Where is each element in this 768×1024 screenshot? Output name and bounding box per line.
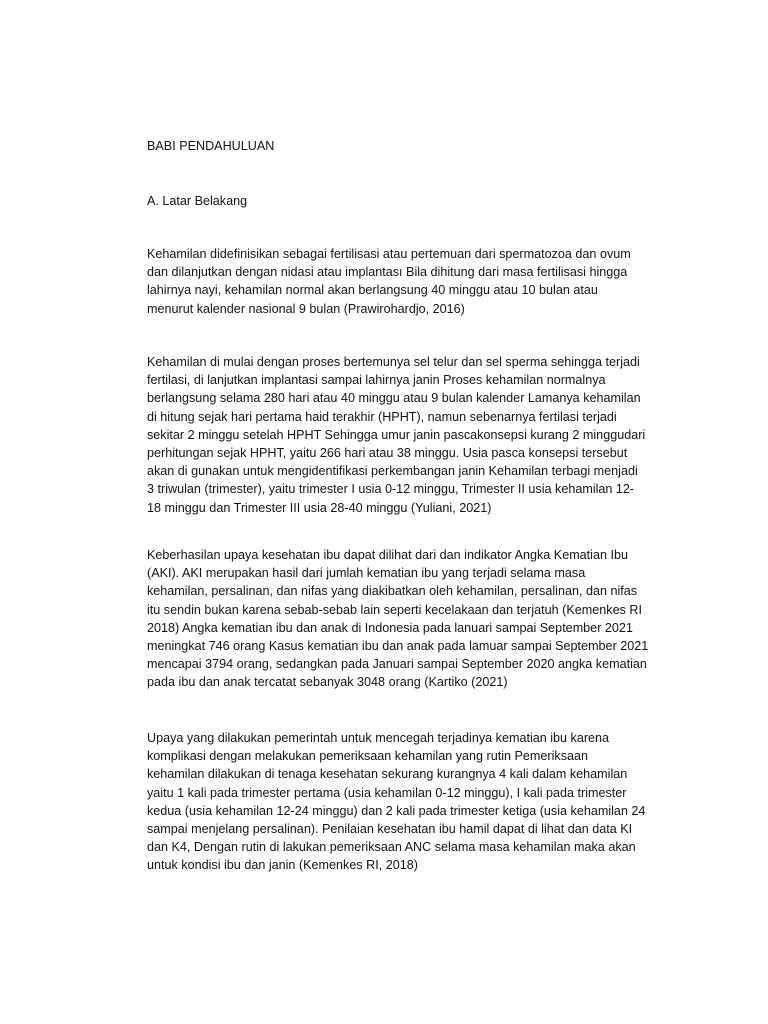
paragraph-line: perhitungan sejak HPHT, yaitu 266 hari atau 38 minggu. Usia pasca konsepsi tersebut xyxy=(147,446,628,461)
paragraph-line: dan K4, Dengan rutin di lakukan pemeriksaan ANC selama masa kehamilan maka akan xyxy=(147,840,636,855)
paragraph-line: untuk kondisi ibu dan janin (Kemenkes RI, 2018) xyxy=(147,858,418,873)
paragraph-line: kehamilan dilakukan di tenaga kesehatan sekurang kurangnya 4 kali dalam kehamilan xyxy=(147,767,628,782)
paragraph-line: meningkat 746 orang Kasus kematian ibu dan anak pada lamuar sampai September 2021 xyxy=(147,639,649,654)
paragraph-line: Kehamilan didefinisikan sebagai fertilisasi atau pertemuan dari spermatozoa dan ovum xyxy=(147,247,631,261)
paragraph-line: kehamilan, persalinan, dan nifas yang diakibatkan oleh kehamilan, persalinan, dan nifas xyxy=(147,584,638,599)
paragraph-line: 18 minggu dan Trimester III usia 28-40 minggu (Yuliani, 2021) xyxy=(147,500,492,515)
paragraph-line: akan di gunakan untuk mengidentifikasi perkembangan janin Kehamilan terbagi menjadi xyxy=(147,464,638,479)
paragraph-line: 3 triwulan (trimester), yaitu trimester I usia 0-12 minggu, Trimester II usia kehamilan 12- xyxy=(147,482,635,497)
paragraph-line: menurut kalender nasional 9 bulan (Prawirohardjo, 2016) xyxy=(147,301,465,316)
paragraph-line: (AKI). AKI merupakan hasil dari jumlah kematian ibu yang terjadi selama masa xyxy=(147,566,586,581)
paragraph-line: dan dilanjutkan dengan nidasi atau implantası Bila dihitung dari masa fertilisasi hingga xyxy=(147,265,628,280)
paragraph-line: kedua (usia kehamilan 12-24 minggu) dan 2 kali pada trimester ketiga (usia kehamilan 24 xyxy=(147,803,646,818)
paragraph-line: berlangsung selama 280 hari atau 40 minggu atau 9 bulan kalender Lamanya kehamilan xyxy=(147,391,641,406)
paragraph-line: pada ibu dan anak tercatat sebanyak 3048 orang (Kartiko (2021) xyxy=(147,675,508,690)
paragraph-4 xyxy=(147,729,667,875)
paragraph-2 xyxy=(147,353,667,517)
section-heading: A. Latar Belakang xyxy=(147,194,248,208)
chapter-heading: BABI PENDAHULUAN xyxy=(147,139,275,153)
paragraph-line: Keberhasilan upaya kesehatan ibu dapat dilihat dari dan indikator Angka Kematian Ibu xyxy=(147,548,628,562)
paragraph-line: lahirnya nayi, kehamilan normal akan berlangsung 40 minggu atau 10 bulan atau xyxy=(147,283,598,298)
paragraph-line: mencapai 3794 orang, sedangkan pada Januari sampai September 2020 angka kematian xyxy=(147,657,647,672)
paragraph-line: sekitar 2 minggu setelah HPHT Sehingga umur janin pascakonsepsi kurang 2 minggudari xyxy=(147,427,646,442)
paragraph-line: di hitung sejak hari pertama haid terakhir (HPHT), namun sebenarnya fertilasi terjadi xyxy=(147,409,617,424)
paragraph-line: Kehamilan di mulai dengan proses bertemunya sel telur dan sel sperma sehingga terjadi xyxy=(147,355,640,369)
paragraph-line: komplikasi dengan melakukan pemeriksaan kehamilan yang rutin Pemeriksaan xyxy=(147,749,589,764)
paragraph-1 xyxy=(147,245,667,318)
paragraph-line: Upaya yang dilakukan pemerintah untuk mencegah terjadinya kematian ibu karena xyxy=(147,731,610,745)
paragraph-line: fertilasi, di lanjutkan implantasi sampai lahirnya janin Proses kehamilan normalnya xyxy=(147,373,606,388)
paragraph-line: 2018) Angka kematian ibu dan anak di Indonesia pada lanuari sampai September 2021 xyxy=(147,620,633,635)
paragraph-line: sampai menjelang persalinan). Penilaian kesehatan ibu hamil dapat di lihat dan data KI xyxy=(147,822,633,837)
paragraph-line: yaitu 1 kali pada trimester pertama (usia kehamilan 0-12 minggu), I kali pada trimester xyxy=(147,785,627,800)
paragraph-line: itu sendin bukan karena sebab-sebab lain seperti kecelakaan dan terjatuh (Kemenkes RI xyxy=(147,602,642,617)
paragraph-3 xyxy=(147,546,667,692)
